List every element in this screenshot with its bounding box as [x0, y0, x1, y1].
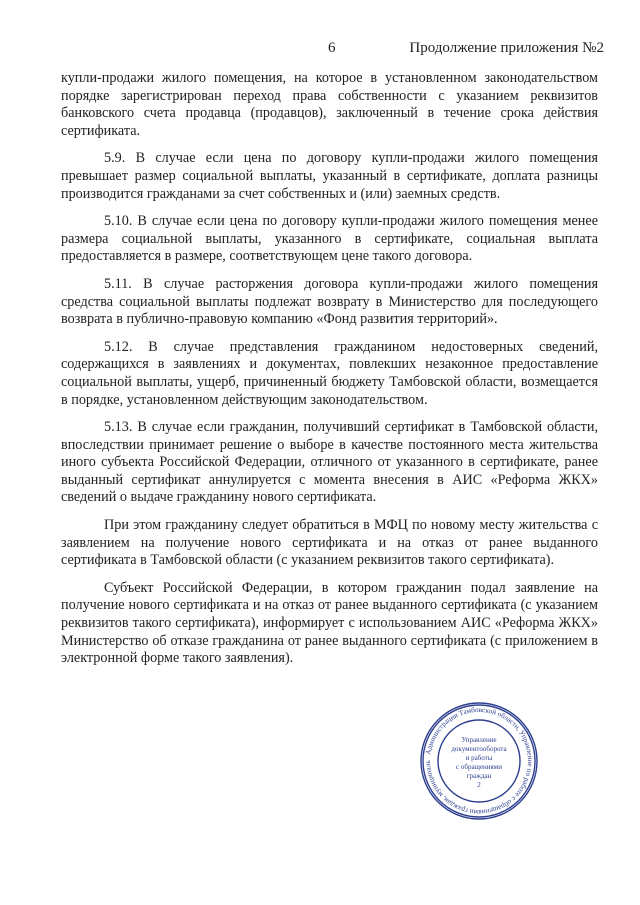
appendix-label: Продолжение приложения №2 — [409, 40, 604, 56]
paragraph-5-11: 5.11. В случае расторжения договора купли-продажи жилого помещения средства социальной выплаты подлежат возврату в Министерство для последующего возврата в публично-правовую компанию «Фонд развития территорий». — [61, 275, 598, 328]
page-header — [0, 40, 640, 60]
stamp-center-line: Управление — [461, 736, 497, 744]
stamp-center-line: с обращениями — [456, 763, 502, 771]
paragraph-subject: Субъект Российской Федерации, в котором гражданин подал заявление на получение нового сертификата и на отказ от ранее выданного сертификата (с указанием реквизитов такого сертификата), информирует с использованием АИС «Реформа ЖКХ» Министерство об отказе гражданина от ранее выданного сертификата (с приложением в электронной форме такого заявления). — [61, 579, 598, 667]
paragraph-5-9: 5.9. В случае если цена по договору купли-продажи жилого помещения превышает размер социальной выплаты, указанный в сертификате, доплата разницы производится гражданами за счет собственных и (или) заемных средств. — [61, 150, 598, 202]
stamp-outer-text: Администрация Тамбовской области, Управление по работе с обращениями граждан, муниципаль — [423, 705, 535, 817]
page-number: 6 — [328, 40, 336, 56]
paragraph-5-13: 5.13. В случае если гражданин, получивший сертификат в Тамбовской области, впоследствии принимает решение о выборе в качестве постоянного места жительства иного субъекта Российской Федерации, отличного от указанного в сертификате, ранее выданный сертификат аннулируется с момента внесения в АИС «Реформа ЖКХ» сведений о выдаче гражданину нового сертификата. — [61, 419, 598, 506]
stamp-number: 2 — [477, 781, 481, 789]
stamp-center-line: граждан — [466, 772, 492, 780]
paragraph-5-12: 5.12. В случае представления гражданином недостоверных сведений, содержащихся в заявлениях и документах, повлекших незаконное предоставление социальной выплаты, ущерб, причиненный бюджету Тамбовской области, возмещается в порядке, установленном действующим законодательством. — [61, 338, 598, 408]
paragraph-mfc: При этом гражданину следует обратиться в МФЦ по новому месту жительства с заявлением на получение нового сертификата и на отказ от ранее выданного сертификата в Тамбовской области (с указанием реквизитов такого сертификата). — [61, 517, 598, 569]
official-stamp — [418, 700, 540, 822]
paragraph-continuation: купли-продажи жилого помещения, на которое в установленном законодательством порядке зарегистрирован переход права собственности с указанием реквизитов банковского счета продавца (продавцов), заключенный в течение срока действия сертификата. — [61, 70, 598, 139]
stamp-center-line: документооборота — [451, 745, 507, 753]
stamp-center-line: и работы — [465, 754, 493, 762]
document-body — [61, 70, 598, 678]
paragraph-5-10: 5.10. В случае если цена по договору купли-продажи жилого помещения менее размера социальной выплаты, указанного в сертификате, социальная выплата предоставляется в размере, соответствующем цене такого договора. — [61, 213, 598, 265]
